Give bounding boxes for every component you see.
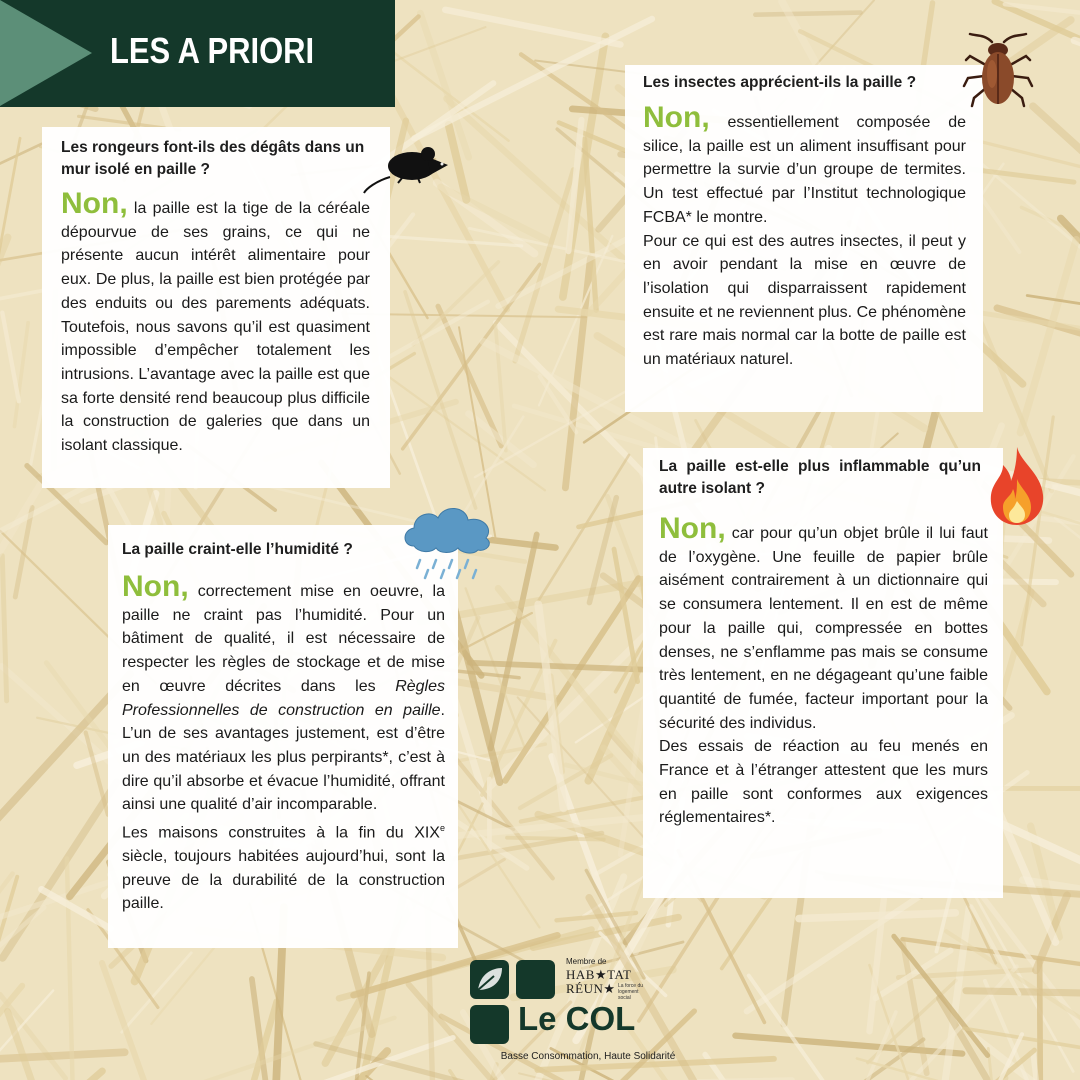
non-label: Non, — [122, 570, 189, 603]
logo-square-3 — [470, 1005, 509, 1044]
answer-text-cont: . L’un de ses avantages justement, est d’être un des matériaux les plus perpirants*, c’est à dire qu’il absorbe et évacue l’humidité, offrant ainsi une qualité d’air incomparable. — [122, 701, 445, 814]
non-label: Non, — [659, 512, 726, 545]
habitat-line1: HAB★TAT — [566, 967, 632, 982]
habitat-force: La force du logement social — [618, 983, 644, 1001]
non-label: Non, — [61, 187, 128, 220]
question-humidity: La paille craint-elle l’humidité ? — [122, 541, 353, 558]
answer-text-2: Des essais de réaction au feu menés en France et à l’étranger attestent que les murs en paille sont conformes aux exigences réglementaires*. — [659, 738, 988, 827]
card-humidity — [108, 525, 458, 948]
title-banner — [0, 0, 395, 107]
card-rodents — [42, 127, 390, 488]
card-fire — [643, 448, 1003, 898]
banner-arrow — [0, 0, 92, 106]
answer-text: correctement mise en oeuvre, la paille ne craint pas l’humidité. Pour un bâtiment de qualité, il est nécessaire de respecter les règles de stockage et de mise en œuvre décrites dans les — [122, 583, 445, 695]
logo-name: Le COL — [518, 1000, 636, 1037]
answer-text-2: Les maisons construites à la fin du XIX — [122, 824, 440, 842]
question-insects: Les insectes apprécient-ils la paille ? — [643, 74, 917, 91]
logo-square-2 — [516, 960, 555, 999]
card-insects — [625, 65, 983, 412]
mouse-icon — [362, 143, 454, 195]
question-rodents: Les rongeurs font-ils des dégâts dans un mur isolé en paille ? — [61, 139, 365, 178]
answer-text: essentiellement composée de silice, la paille est un aliment insuffisant pour permettre la survie d’un groupe de termites. Un test effectué par l’Institut technologique FCBA* le montre. — [643, 114, 966, 226]
cockroach-icon — [962, 30, 1034, 108]
straw-stroke — [755, 13, 860, 15]
answer-text: la paille est la tige de la céréale dépourvue de ses grains, ce qui ne présente aucun intérêt alimentaire pour eux. De plus, la paille est bien protégée par des enduits ou des parements adéquats. Toutefois, nous savons qu’il est quasiment impossible d’empêcher totalement les intrusions. L’avantage avec la paille est que sa forte densité rend beaucoup plus difficile la construction de galeries que dans un isolant classique. — [61, 200, 370, 455]
le-col-logo — [468, 955, 708, 1065]
superscript: e — [439, 823, 445, 834]
answer-fire — [659, 512, 988, 830]
habitat-line2: RÉUN★ — [566, 981, 616, 996]
answer-humidity — [122, 570, 445, 916]
answer-insects — [643, 101, 966, 372]
straw-stroke — [507, 838, 604, 840]
answer-italic: Règles Professionnelles de construction en paille — [122, 677, 445, 719]
rain-cloud-icon — [400, 498, 498, 584]
membre-label: Membre de — [566, 957, 607, 966]
answer-text-2: Pour ce qui est des autres insectes, il peut y en avoir pendant la mise en œuvre de l’isolation qui disparraissent rapidement ensuite et ne reviennent plus. Ce phénomène est rare mais normal car la botte de paille est un matériaux naturel. — [643, 232, 966, 369]
fire-icon — [985, 445, 1049, 527]
non-label: Non, — [643, 101, 710, 134]
straw-stroke — [1040, 961, 1041, 1080]
logo-tagline: Basse Consommation, Haute Solidarité — [500, 1051, 676, 1062]
answer-text-2-cont: siècle, toujours habitées aujourd’hui, sont la preuve de la durabilité de la construction paille. — [122, 848, 445, 913]
page-title: LES A PRIORI — [110, 30, 315, 71]
logo-leaf-square — [470, 960, 509, 999]
answer-rodents — [61, 187, 370, 458]
question-fire: La paille est-elle plus inflammable qu’un autre isolant ? — [659, 458, 981, 497]
answer-text: car pour qu’un objet brûle il lui faut de l’oxygène. Une feuille de papier brûle aisément contrairement à un dictionnaire qui se consumera lentement. Il en est de même pour la paille qui, compressée en bottes denses, ne s’enflamme pas mais se consume très lentement, en ne dégageant qu’une faible quantité de fumée, facteur important pour la sécurité des individus. — [659, 525, 988, 732]
